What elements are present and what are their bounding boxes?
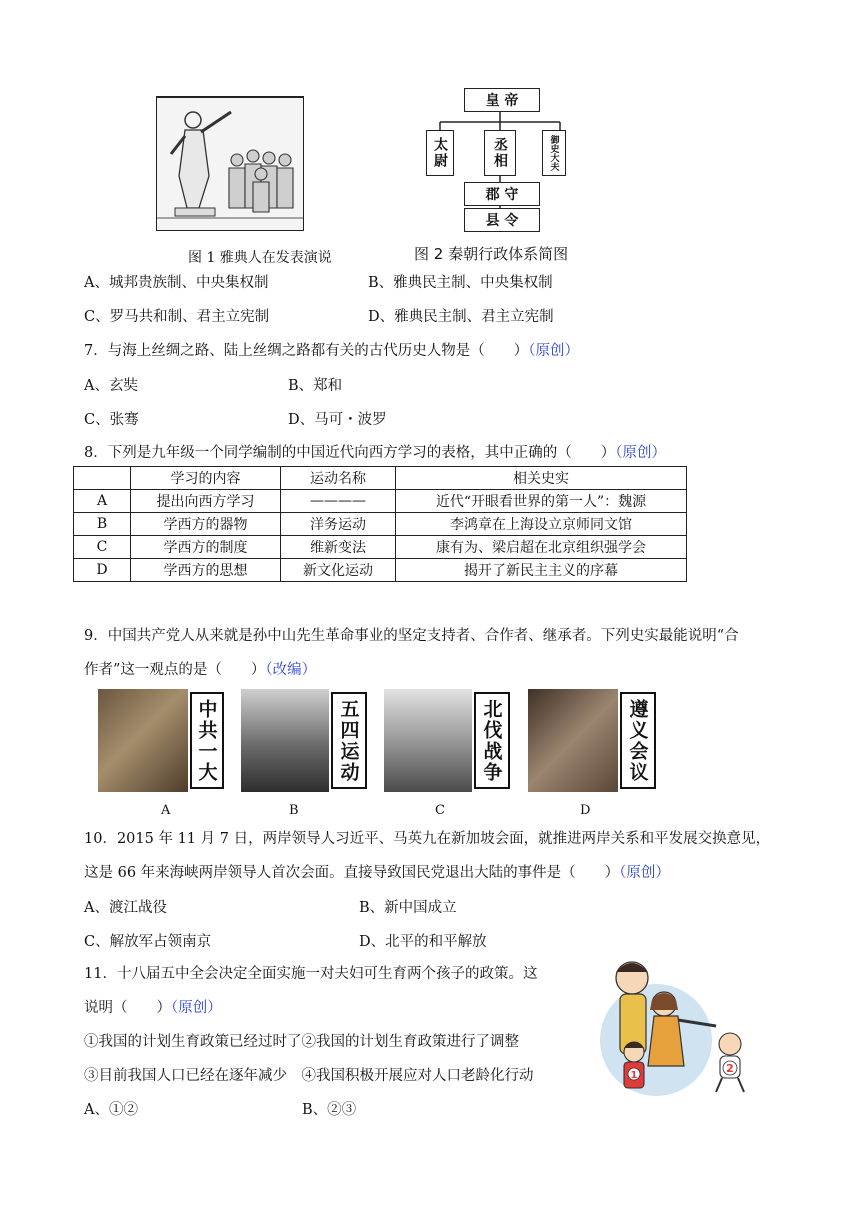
q11-stem-line2 <box>84 996 222 1017</box>
photo-d-zunyi-meeting <box>528 689 658 792</box>
q10-option-d: D、北平的和平解放 <box>359 934 487 950</box>
q11-stem-line1: 11．十八届五中全会决定全面实施一对夫妇可生育两个孩子的政策。这 <box>84 966 538 982</box>
q9-source-tag: （改编） <box>265 662 317 678</box>
table-cell: 揭开了新民主主义的序幕 <box>396 559 687 582</box>
table-header-cell: 相关史实 <box>396 467 687 490</box>
badge-number-1: 1 <box>630 1070 638 1081</box>
q6-option-d: D、雅典民主制、君主立宪制 <box>368 309 554 325</box>
q7-source-tag: （原创） <box>528 343 579 359</box>
figure1-caption: 图 1 雅典人在发表演说 <box>188 250 332 266</box>
q7-option-a: A、玄奘 <box>84 378 138 394</box>
table-cell: 康有为、梁启超在北京组织强学会 <box>396 536 687 559</box>
q7-stem <box>84 339 579 360</box>
table-header-row <box>74 467 687 490</box>
taiwei-box: 太尉 <box>426 130 454 176</box>
table-header-cell: 学习的内容 <box>131 467 281 490</box>
table-header-cell <box>74 467 131 490</box>
table-row <box>74 490 687 513</box>
table-row <box>74 536 687 559</box>
photo-letter-c: C <box>435 803 445 818</box>
q11-option-b: B、②③ <box>302 1102 357 1118</box>
q10-stem-text: 这是 66 年来海峡两岸领导人首次会面。直接导致国民党退出大陆的事件是（ ） <box>84 865 620 881</box>
table-header-cell: 运动名称 <box>281 467 396 490</box>
table-cell: 新文化运动 <box>281 559 396 582</box>
table-cell: 提出向西方学习 <box>131 490 281 513</box>
qin-administration-diagram <box>420 86 570 234</box>
q11-source-tag: （原创） <box>171 1000 222 1016</box>
q8-table <box>73 466 687 582</box>
photo-letter-b: B <box>289 803 299 818</box>
table-cell: 学西方的制度 <box>131 536 281 559</box>
q9-stem-line2 <box>84 658 316 679</box>
q7-stem-text: 7．与海上丝绸之路、陆上丝绸之路都有关的古代历史人物是（ ） <box>84 343 529 359</box>
photo-letter-d: D <box>580 803 591 818</box>
q11-items-line2: ③目前我国人口已经在逐年减少 ④我国积极开展应对人口老龄化行动 <box>84 1068 534 1084</box>
badge-number-2: 2 <box>726 1062 734 1075</box>
two-child-family-cartoon <box>598 948 758 1100</box>
photo-letter-a: A <box>161 803 171 818</box>
q11-items-line1: ①我国的计划生育政策已经过时了②我国的计划生育政策进行了调整 <box>84 1034 519 1050</box>
q8-stem-text: 8．下列是九年级一个同学编制的中国近代向西方学习的表格，其中正确的（ ） <box>84 445 616 461</box>
table-cell: C <box>74 536 131 559</box>
xianling-box: 县 令 <box>464 208 540 232</box>
photo-b-may-fourth <box>241 689 368 792</box>
table-cell: A <box>74 490 131 513</box>
photo-b-label: 五四运动 <box>331 692 367 789</box>
q9-stem-line1: 9．中国共产党人从来就是孙中山先生革命事业的坚定支持者、合作者、继承者。下列史实最能说明“合 <box>84 628 739 644</box>
table-cell: 学西方的思想 <box>131 559 281 582</box>
q10-option-b: B、新中国成立 <box>359 900 457 916</box>
table-cell: 洋务运动 <box>281 513 396 536</box>
junshou-box: 郡 守 <box>464 182 540 206</box>
table-cell: ———— <box>281 490 396 513</box>
table-cell: B <box>74 513 131 536</box>
q10-stem-line2 <box>84 861 670 882</box>
yushi-box: 御史大夫 <box>542 130 566 176</box>
athens-speech-illustration <box>156 96 304 231</box>
q7-option-d: D、马可・波罗 <box>288 412 387 428</box>
q6-option-a: A、城邦贵族制、中央集权制 <box>84 275 269 291</box>
q10-source-tag: （原创） <box>619 865 670 881</box>
table-cell: D <box>74 559 131 582</box>
q6-option-b: B、雅典民主制、中央集权制 <box>368 275 553 291</box>
table-cell: 李鸿章在上海设立京师同文馆 <box>396 513 687 536</box>
q10-stem-line1: 10．2015 年 11 月 7 日，两岸领导人习近平、马英九在新加坡会面，就推进两岸关系和平发展交换意见， <box>84 831 771 847</box>
q9-stem-text: 作者”这一观点的是（ ） <box>84 662 266 678</box>
photo-a-label: 中共一大 <box>190 692 224 789</box>
q11-stem-text: 说明（ ） <box>84 1000 171 1016</box>
figure2-caption: 图 2 秦朝行政体系简图 <box>414 245 569 263</box>
q8-stem <box>84 441 666 462</box>
photo-d-label: 遵义会议 <box>620 692 656 789</box>
q10-option-a: A、渡江战役 <box>84 900 167 916</box>
photo-c-northern-expedition <box>384 689 511 792</box>
q6-option-c: C、罗马共和制、君主立宪制 <box>84 309 270 325</box>
photo-c-label: 北伐战争 <box>474 692 510 789</box>
q7-option-c: C、张骞 <box>84 412 139 428</box>
table-row <box>74 513 687 536</box>
table-row <box>74 559 687 582</box>
q7-option-b: B、郑和 <box>288 378 343 394</box>
chengxiang-box: 丞相 <box>484 130 516 176</box>
q8-source-tag: （原创） <box>615 445 666 461</box>
q11-option-a: A、①② <box>84 1102 138 1118</box>
table-cell: 近代“开眼看世界的第一人”：魏源 <box>396 490 687 513</box>
table-cell: 学西方的器物 <box>131 513 281 536</box>
q10-option-c: C、解放军占领南京 <box>84 934 212 950</box>
table-cell: 维新变法 <box>281 536 396 559</box>
photo-a-first-congress <box>98 689 225 792</box>
emperor-box: 皇 帝 <box>464 88 540 112</box>
